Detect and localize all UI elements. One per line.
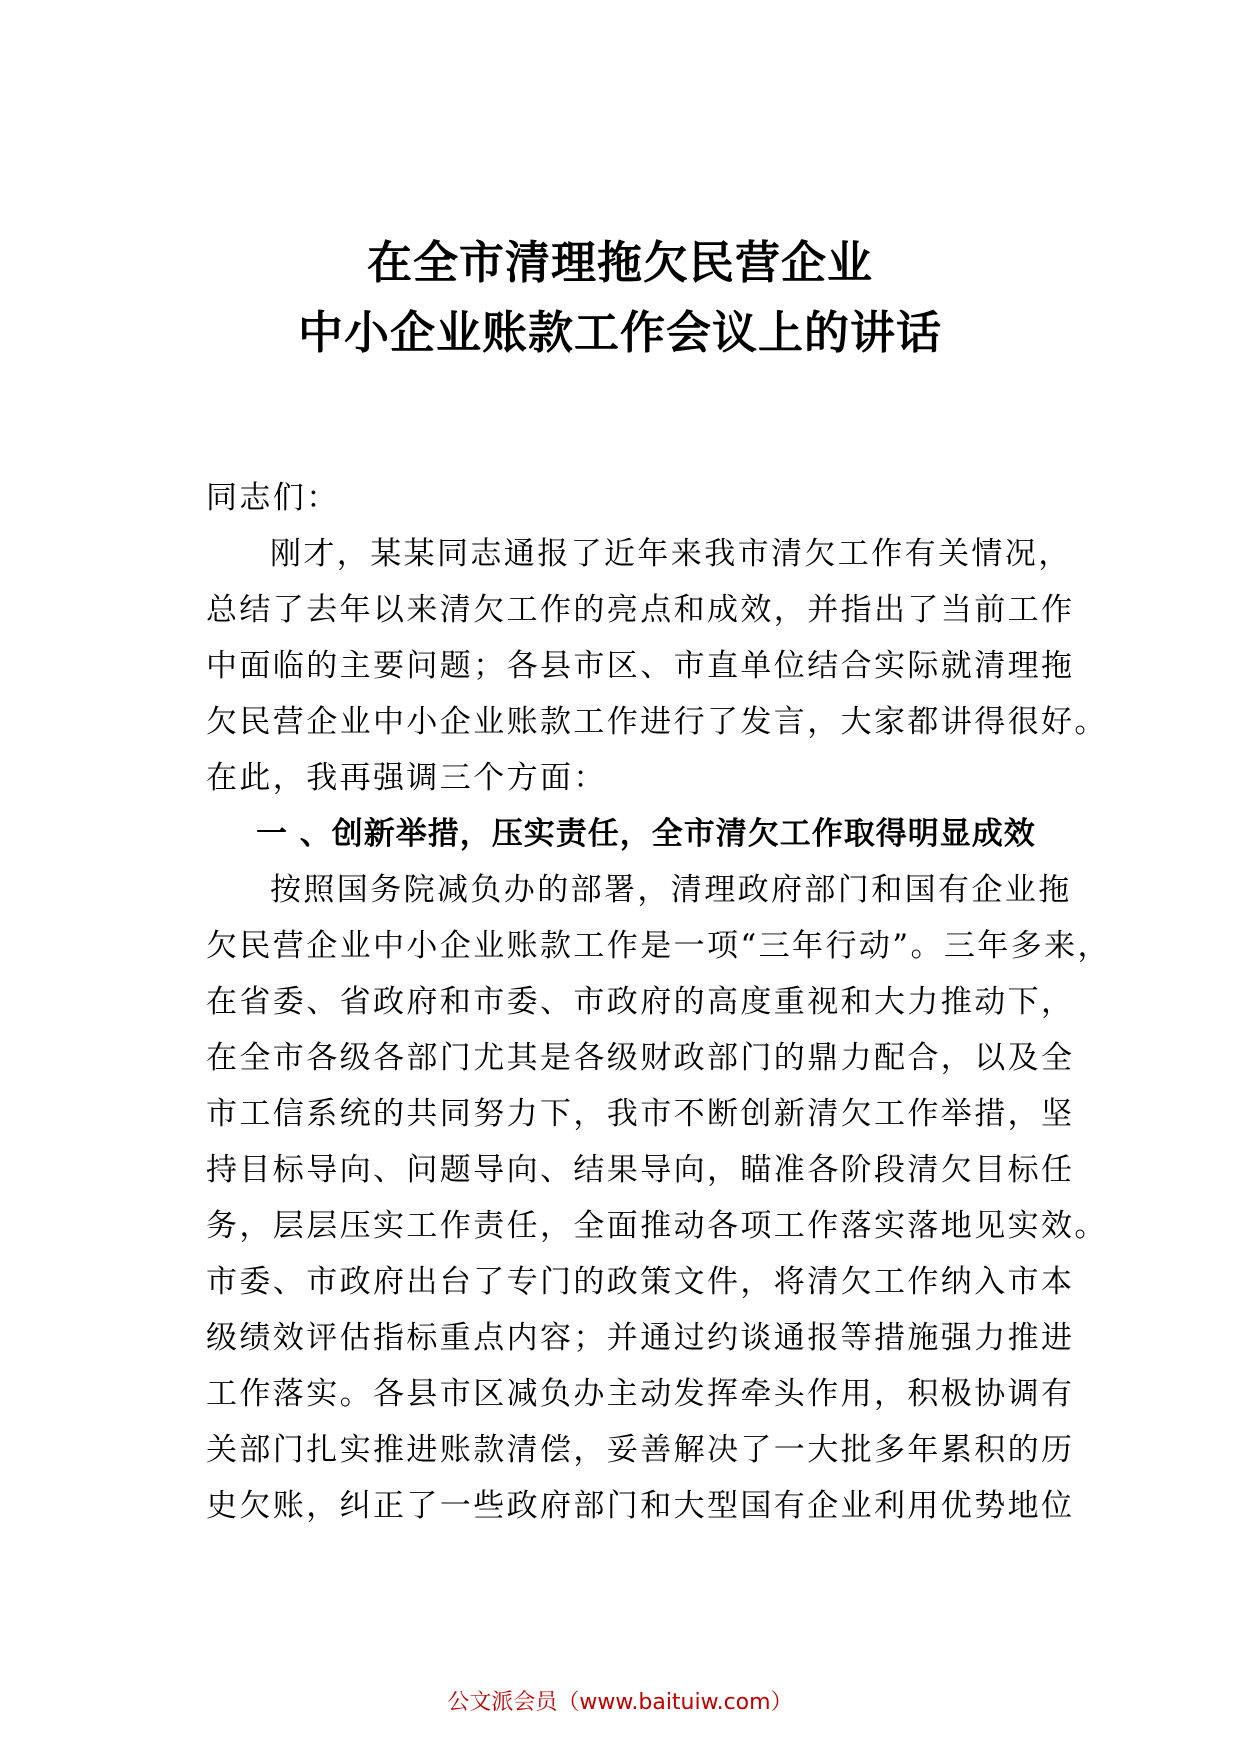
paragraph-line: 刚才，某某同志通报了近年来我市清欠工作有关情况， [270, 536, 1072, 572]
paragraph-line: 总结了去年以来清欠工作的亮点和成效，并指出了当前工作 [206, 592, 1075, 628]
title-line-2: 中小企业账款工作会议上的讲话 [297, 306, 942, 359]
paragraph-line: 级绩效评估指标重点内容；并通过约谈通报等措施强力推进 [206, 1320, 1075, 1356]
paragraph-line: 持目标导向、问题导向、结果导向，瞄准各阶段清欠目标任 [206, 1152, 1075, 1188]
paragraph-line: 中面临的主要问题；各县市区、市直单位结合实际就清理拖 [206, 648, 1075, 684]
paragraph-line: 史欠账，纠正了一些政府部门和大型国有企业利用优势地位 [206, 1488, 1075, 1524]
title-line-1: 在全市清理拖欠民营企业 [366, 236, 873, 289]
paragraph-line: 欠民营企业中小企业账款工作是一项“三年行动”。三年多来， [206, 928, 1111, 964]
document-title [0, 228, 1240, 368]
paragraph-line: 在全市各级各部门尤其是各级财政部门的鼎力配合，以及全 [206, 1040, 1075, 1076]
document-body [206, 470, 1111, 1534]
paragraph-line: 务，层层压实工作责任，全面推动各项工作落实落地见实效。 [206, 1208, 1108, 1244]
paragraph-line: 在省委、省政府和市委、市政府的高度重视和大力推动下， [206, 984, 1075, 1020]
salutation: 同志们： [206, 480, 340, 516]
section-heading: 一 、创新举措，压实责任，全市清欠工作取得明显成效 [256, 816, 1036, 852]
paragraph-line: 关部门扎实推进账款清偿，妥善解决了一大批多年累积的历 [206, 1432, 1075, 1468]
paragraph-line: 按照国务院减负办的部署，清理政府部门和国有企业拖 [270, 872, 1072, 908]
paragraph-line: 欠民营企业中小企业账款工作进行了发言，大家都讲得很好。 [206, 704, 1108, 740]
paragraph-line: 市委、市政府出台了专门的政策文件，将清欠工作纳入市本 [206, 1264, 1075, 1300]
paragraph-line: 在此，我再强调三个方面： [206, 760, 607, 796]
paragraph-line: 市工信系统的共同努力下，我市不断创新清欠工作举措，坚 [206, 1096, 1075, 1132]
footer-watermark-link[interactable]: 公文派会员（www.baituiw.com） [447, 1690, 793, 1715]
paragraph-line: 工作落实。各县市区减负办主动发挥牵头作用，积极协调有 [206, 1376, 1075, 1412]
